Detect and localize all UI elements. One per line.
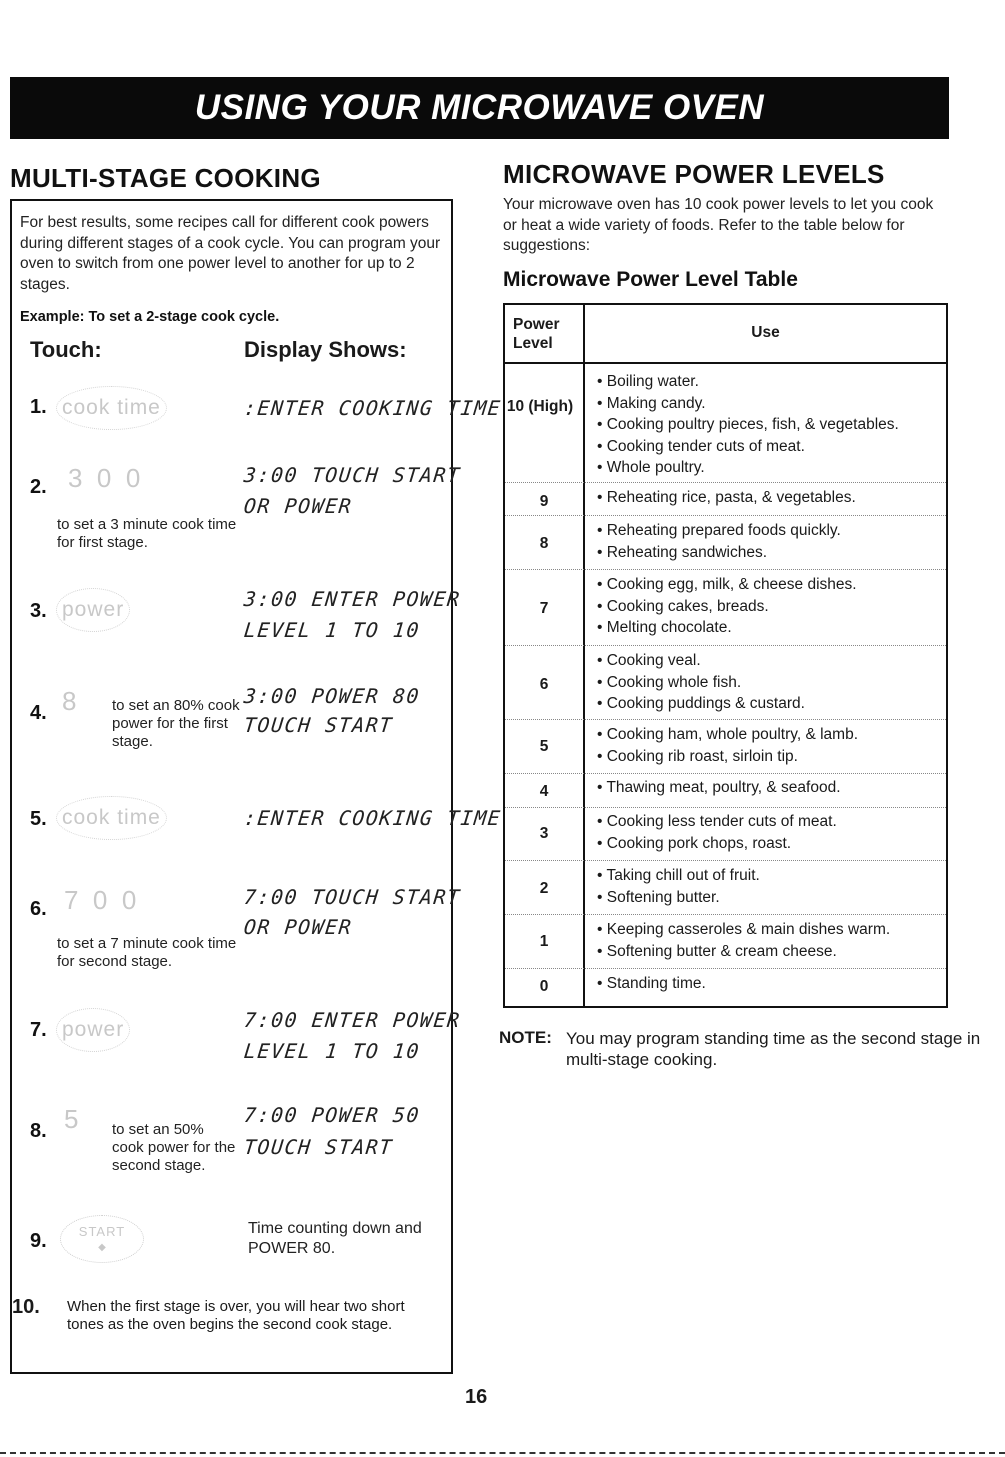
table-title: Microwave Power Level Table [503,268,798,291]
use-item: • Cooking puddings & custard. [597,693,940,715]
use-item: • Thawing meat, poultry, & seafood. [597,777,940,799]
multi-stage-intro: For best results, some recipes call for different cook powers during different stages of a cook cycle. You can program your oven to switch from one power level to another for up to 2 stages. [20,214,441,293]
example-label: Example: To set a 2-stage cook cycle. [20,309,280,325]
use-item: • Keeping casseroles & main dishes warm. [597,919,940,941]
use-cell [597,724,940,767]
use-item: • Softening butter. [597,887,940,909]
digit-keys: 3 0 0 [68,463,141,493]
use-item: • Standing time. [597,973,940,995]
step-number: 1. [30,396,47,418]
step-display-text: Time counting down and POWER 80. [248,1220,422,1257]
display-header: Display Shows: [244,337,407,362]
display-readout: LEVEL 1 TO 10 [242,618,422,642]
power-level-cell: 0 [539,978,549,995]
power-level-cell: 5 [539,738,549,755]
power-level-table [503,303,948,1008]
power-level-cell: 7 [539,600,549,617]
row-separator [505,515,946,516]
row-separator [505,719,946,720]
step-number: 3. [30,600,47,622]
use-item: • Reheating sandwiches. [597,542,940,564]
display-readout: 3:00 ENTER POWER [242,587,462,611]
power-levels-title: MICROWAVE POWER LEVELS [503,159,885,189]
use-cell [597,777,940,799]
step-number: 2. [30,476,47,498]
use-item: • Cooking ham, whole poultry, & lamb. [597,724,940,746]
column-divider [583,305,585,1006]
row-separator [505,773,946,774]
row-separator [505,860,946,861]
step-note: to set a 3 minute cook time for first stage. [57,516,237,551]
digit-key: 8 [62,686,77,716]
step-number: 8. [30,1120,47,1142]
use-cell [597,487,940,509]
use-cell [597,574,940,639]
digit-keys: 7 0 0 [64,885,137,915]
use-item: • Cooking poultry pieces, fish, & vegetables. [597,414,940,436]
header-divider [505,362,946,364]
row-separator [505,968,946,969]
step-note: to set a 7 minute cook time for second stage. [57,935,237,970]
display-readout: LEVEL 1 TO 10 [242,1039,422,1063]
use-item: • Boiling water. [597,371,940,393]
display-readout: 7:00 POWER 50 [242,1103,422,1127]
use-item: • Cooking less tender cuts of meat. [597,811,940,833]
power-level-cell: 1 [539,933,549,950]
use-cell [597,919,940,962]
power-levels-intro: Your microwave oven has 10 cook power levels to let you cook or heat a wide variety of foods. Refer to the table below for suggestions: [503,196,934,254]
step-number: 4. [30,702,47,724]
use-cell [597,650,940,715]
cook-time-key: cook time [62,806,161,829]
column-header-power: Power Level [513,316,560,352]
page-number: 16 [465,1386,488,1408]
use-item: • Whole poultry. [597,457,940,479]
touch-header: Touch: [30,337,102,362]
use-item: • Reheating rice, pasta, & vegetables. [597,487,940,509]
step-number: 9. [30,1230,47,1252]
power-level-cell: 6 [539,676,549,693]
use-item: • Cooking whole fish. [597,672,940,694]
use-item: • Melting chocolate. [597,617,940,639]
use-cell [597,811,940,854]
use-cell [597,520,940,563]
step-number: 5. [30,808,47,830]
power-level-cell: 4 [539,783,549,800]
power-level-cell: 9 [539,493,549,510]
digit-key: 5 [64,1104,79,1134]
display-readout: OR POWER [242,494,354,518]
multi-stage-box [10,199,453,1374]
step-note: to set an 80% cook power for the first stage. [112,697,240,750]
page-banner-title: USING YOUR MICROWAVE OVEN [10,77,949,139]
step-number: 6. [30,898,47,920]
multi-stage-title: MULTI-STAGE COOKING [10,163,321,193]
power-key: power [62,1018,125,1041]
use-item: • Cooking tender cuts of meat. [597,436,940,458]
note-label: NOTE: [499,1028,552,1047]
display-readout: 3:00 POWER 80 [242,684,422,708]
step-number: 10. [12,1296,40,1318]
start-key-icon: ◆ [98,1242,106,1253]
start-key [60,1215,144,1263]
step-note: to set an 50% cook power for the second stage. [112,1121,236,1174]
use-cell [597,865,940,908]
row-separator [505,807,946,808]
use-cell [597,973,940,995]
use-item: • Reheating prepared foods quickly. [597,520,940,542]
display-readout: 7:00 TOUCH START [242,885,462,909]
power-level-cell: 8 [539,535,549,552]
use-item: • Cooking pork chops, roast. [597,833,940,855]
display-readout: 7:00 ENTER POWER [242,1008,462,1032]
display-readout: :ENTER COOKING TIME [242,396,503,420]
display-readout: TOUCH START [242,713,395,737]
power-level-cell: 2 [539,880,549,897]
display-readout: OR POWER [242,915,354,939]
step-number: 7. [30,1019,47,1041]
column-header-use: Use [751,324,780,341]
note-text: You may program standing time as the second stage in multi-stage cooking. [566,1029,981,1069]
use-item: • Making candy. [597,393,940,415]
cook-time-key: cook time [62,396,161,419]
bottom-rule [0,1452,1005,1454]
use-item: • Softening butter & cream cheese. [597,941,940,963]
row-separator [505,645,946,646]
power-key: power [62,598,125,621]
display-readout: :ENTER COOKING TIME [242,806,503,830]
use-item: • Cooking egg, milk, & cheese dishes. [597,574,940,596]
step-text: When the first stage is over, you will hear two short tones as the oven begins the second cook stage. [67,1298,405,1333]
display-readout: TOUCH START [242,1135,395,1159]
use-item: • Taking chill out of fruit. [597,865,940,887]
row-separator [505,914,946,915]
use-item: • Cooking rib roast, sirloin tip. [597,746,940,768]
start-key-label: START [78,1224,126,1239]
display-readout: 3:00 TOUCH START [242,463,462,487]
use-item: • Cooking veal. [597,650,940,672]
row-separator [505,569,946,570]
power-level-cell: 3 [539,825,549,842]
row-separator [505,482,946,483]
power-level-cell: 10 (High) [506,398,574,415]
use-cell [597,371,940,479]
use-item: • Cooking cakes, breads. [597,596,940,618]
